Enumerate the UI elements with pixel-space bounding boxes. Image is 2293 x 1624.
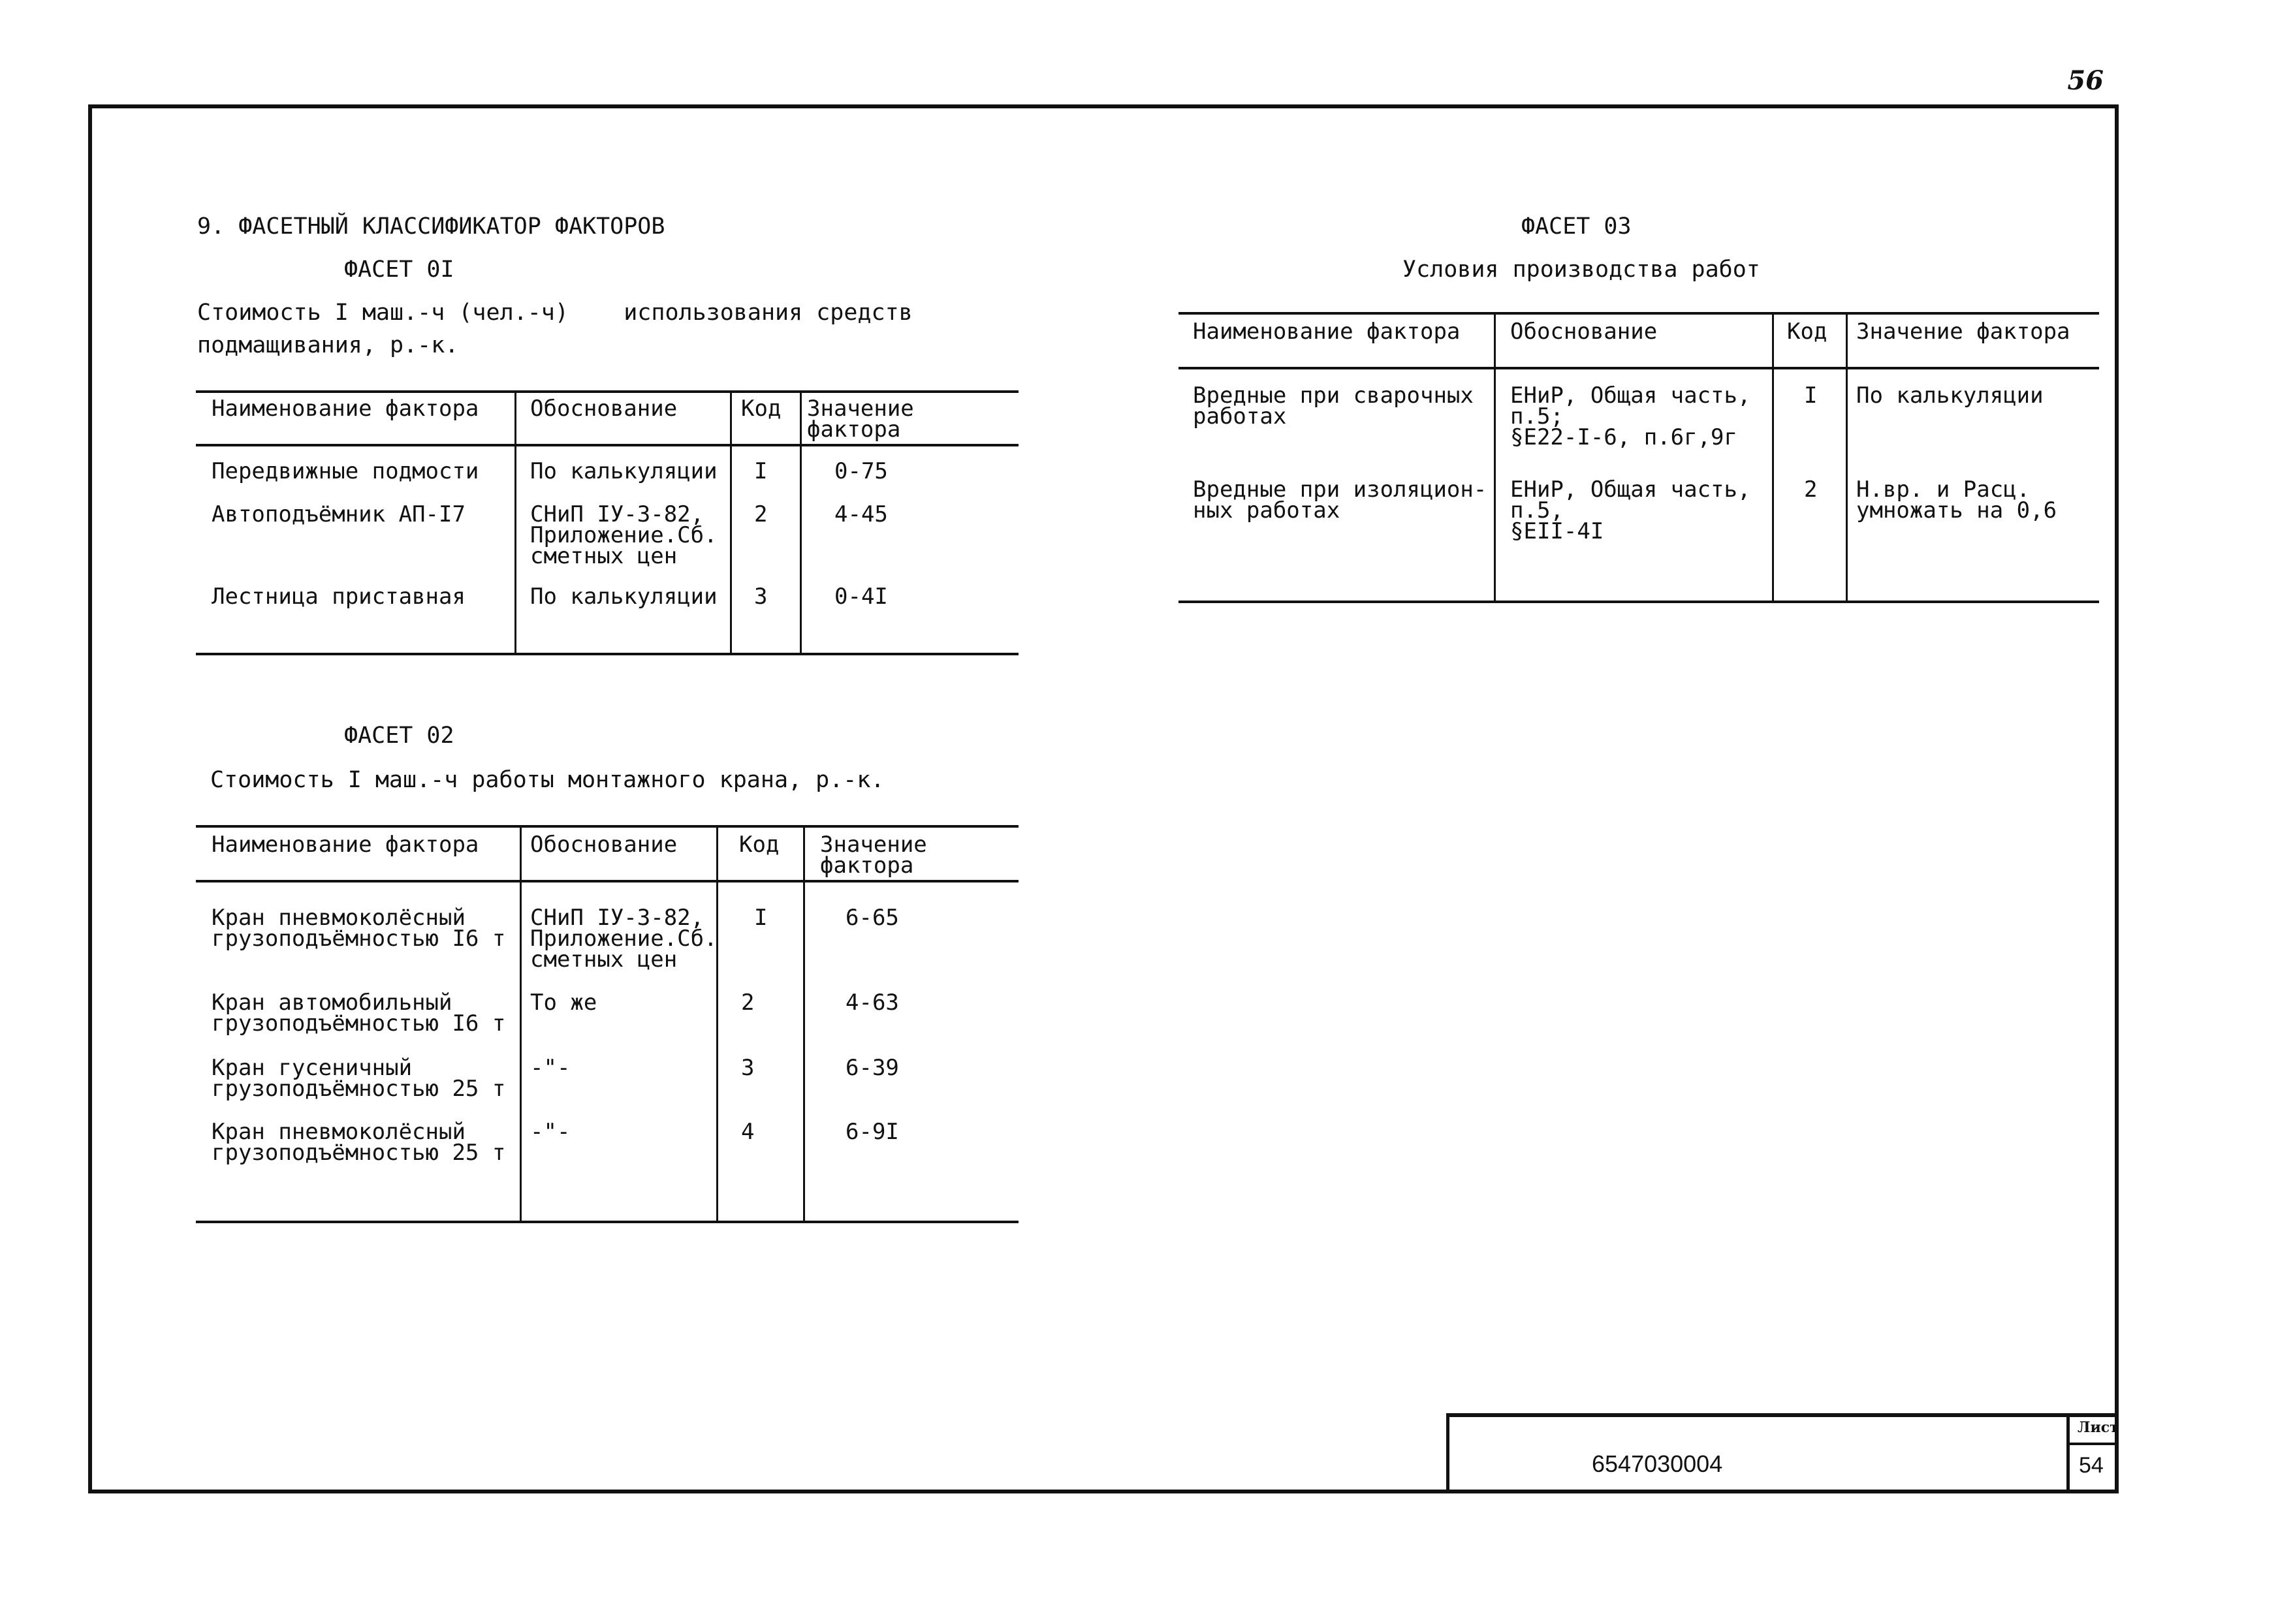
facet02-row1-value: 6-65 bbox=[846, 905, 899, 931]
facet02-row3-basis: -"- bbox=[530, 1055, 571, 1081]
facet03-row2-code: 2 bbox=[1804, 476, 1818, 503]
facet02-header-value: Значение фактора bbox=[820, 832, 927, 879]
facet03-header-code: Код bbox=[1787, 319, 1827, 345]
facet01-title: ФАСЕТ 0I bbox=[344, 257, 454, 283]
facet02-row4-code: 4 bbox=[741, 1119, 755, 1145]
facet01-row3-code: 3 bbox=[754, 584, 768, 610]
facet03-row1-name: Вредные при сварочных работах bbox=[1193, 383, 1474, 429]
facet03-caption: Условия производства работ bbox=[1402, 257, 1760, 283]
facet03-row2-basis: ЕНиР, Общая часть, п.5, §ЕII-4I bbox=[1510, 476, 1751, 544]
page-number: 56 bbox=[2067, 65, 2104, 96]
facet03-table bbox=[1178, 312, 2099, 606]
facet01-row1-name: Передвижные подмости bbox=[212, 458, 479, 484]
facet01-row2-name: Автоподъёмник АП-I7 bbox=[212, 501, 466, 527]
facet01-header-code: Код bbox=[741, 396, 782, 422]
facet01-row1-code: I bbox=[754, 458, 768, 484]
facet02-row2-name: Кран автомобильный грузоподъёмностью I6 т bbox=[212, 990, 506, 1037]
facet01-row3-value: 0-4I bbox=[834, 584, 888, 610]
facet01-header-name: Наименование фактора bbox=[212, 396, 479, 422]
facet03-row2-value: Н.вр. и Расц. умножать на 0,6 bbox=[1856, 476, 2057, 523]
facet02-row4-name: Кран пневмоколёсный грузоподъёмностью 25 т bbox=[212, 1119, 506, 1166]
facet03-title: ФАСЕТ 03 bbox=[1521, 213, 1632, 240]
facet01-row2-value: 4-45 bbox=[834, 501, 888, 527]
facet01-header-value: Значение фактора bbox=[807, 396, 914, 443]
facet01-row3-basis: По калькуляции bbox=[530, 584, 718, 610]
facet01-caption-line2: подмащивания, р.-к. bbox=[197, 332, 459, 358]
facet02-row1-name: Кран пневмоколёсный грузоподъёмностью I6 т bbox=[212, 905, 506, 952]
facet02-row4-basis: -"- bbox=[530, 1119, 571, 1145]
facet01-row3-name: Лестница приставная bbox=[212, 584, 466, 610]
facet02-row3-code: 3 bbox=[741, 1055, 755, 1081]
facet02-row1-basis: СНиП IУ-3-82, Приложение.Сб. сметных цен bbox=[530, 905, 718, 973]
facet02-row2-code: 2 bbox=[741, 990, 755, 1016]
facet01-table bbox=[196, 390, 1019, 658]
facet01-row1-basis: По калькуляции bbox=[530, 458, 718, 484]
facet02-row2-basis: То же bbox=[530, 990, 597, 1016]
section-heading: 9. ФАСЕТНЫЙ КЛАССИФИКАТОР ФАКТОРОВ bbox=[197, 213, 665, 240]
facet01-header-basis: Обоснование bbox=[530, 396, 678, 422]
facet02-row3-value: 6-39 bbox=[846, 1055, 899, 1081]
facet02-header-basis: Обоснование bbox=[530, 832, 678, 858]
document-code: 6547030004 bbox=[1592, 1450, 1723, 1477]
facet03-row1-code: I bbox=[1804, 383, 1818, 409]
facet03-header-value: Значение фактора bbox=[1856, 319, 2070, 345]
facet02-header-code: Код bbox=[739, 832, 780, 858]
facet02-row4-value: 6-9I bbox=[846, 1119, 899, 1145]
facet02-header-name: Наименование фактора bbox=[212, 832, 479, 858]
facet02-row2-value: 4-63 bbox=[846, 990, 899, 1016]
sheet-label: Лист bbox=[2078, 1419, 2119, 1436]
facet02-row3-name: Кран гусеничный грузоподъёмностью 25 т bbox=[212, 1055, 506, 1102]
facet03-row2-name: Вредные при изоляцион- ных работах bbox=[1193, 476, 1487, 523]
facet01-row2-code: 2 bbox=[754, 501, 768, 527]
facet02-table bbox=[196, 825, 1019, 1230]
facet03-row1-basis: ЕНиР, Общая часть, п.5; §Е22-I-6, п.6г,9г bbox=[1510, 383, 1751, 450]
facet02-caption: Стоимость I маш.-ч работы монтажного крана, р.-к. bbox=[210, 767, 885, 793]
facet03-row1-value: По калькуляции bbox=[1856, 383, 2044, 409]
sheet-divider bbox=[2068, 1443, 2119, 1445]
sheet-number: 54 bbox=[2079, 1453, 2104, 1478]
facet01-caption-line1: Стоимость I маш.-ч (чел.-ч) использования средств bbox=[197, 300, 913, 326]
facet01-row2-basis: СНиП IУ-3-82, Приложение.Сб. сметных цен bbox=[530, 501, 718, 569]
facet03-header-basis: Обоснование bbox=[1510, 319, 1658, 345]
facet02-row1-code: I bbox=[754, 905, 768, 931]
facet01-row1-value: 0-75 bbox=[834, 458, 888, 484]
title-block bbox=[1446, 1413, 2119, 1493]
facet02-title: ФАСЕТ 02 bbox=[344, 723, 454, 749]
facet03-header-name: Наименование фактора bbox=[1193, 319, 1461, 345]
